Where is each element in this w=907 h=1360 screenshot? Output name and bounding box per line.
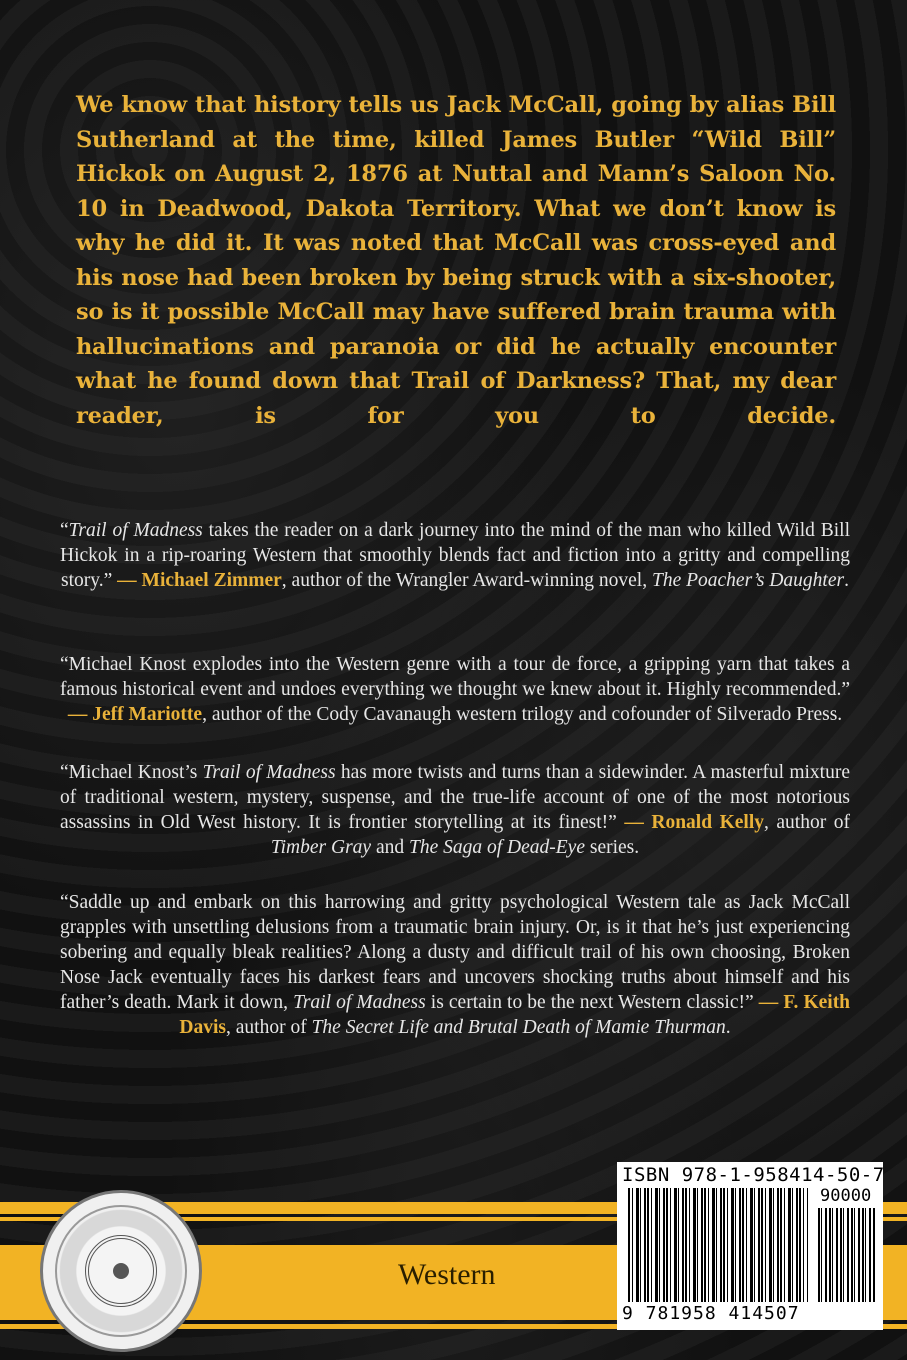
barcode-icon [628,1188,808,1302]
review-1-body: takes the reader on a dark journey into the mind of the man who killed Wild Bill Hickok in a rip-roaring Western that smoothly blends fact and fiction into a gritty and compelling story.” [60,520,851,591]
review-1-end: . [844,570,849,591]
review-3-and: and [371,837,409,858]
review-3-book-2: The Saga of Dead-Eye [408,837,585,858]
review-3-pre: “Michael Knost’s [60,762,203,783]
review-3-body: has more twists and turns than a sidewinder. A masterful mixture of traditional western, mystery, suspense, and the true-life account of one of the most notorious assassins in Old West history. It is frontier storytelling at its finest!” [60,762,851,833]
review-4 [60,890,850,1040]
review-4-credit: , author of [226,1017,312,1038]
review-3-credit: , author of [764,812,850,833]
genre-label: Western [398,1258,496,1291]
review-2-body: “Michael Knost explodes into the Western genre with a tour de force, a gripping yarn that takes a famous historical event and undoes everything we thought we knew about it. Highly recommended.” [60,654,850,700]
review-4-author: — F. Keith Davis [179,992,851,1038]
review-4-body-2: is certain to be the next Western classic!” [425,992,759,1013]
review-4-end: . [725,1017,731,1038]
review-3-author: — Ronald Kelly [624,812,764,833]
publisher-seal-icon [40,1190,202,1352]
review-4-body: “Saddle up and embark on this harrowing and gritty psychological Western tale as Jack McCall grapples with unsettling delusions from a traumatic brain injury. Or, is it that he’s just experiencing sobering and equally bleak realities? Along a dusty and difficult trail of his own choosing, Broken Nose Jack eventually faces his darkest fears and uncovers shocking truths about himself and his father’s death. Mark it down, [60,892,850,1013]
price-code: 90000 [820,1186,872,1206]
seal-center [113,1263,129,1279]
review-3-title: Trail of Madness [202,762,336,783]
review-3-end: series. [584,837,640,858]
review-2-author: — Jeff Mariotte [67,704,203,725]
barcode-number: 9 781958 414507 [622,1303,800,1324]
review-1-author: — Michael Zimmer [117,570,282,591]
price-barcode-icon [818,1208,876,1302]
review-1-title: Trail of Madness [68,520,203,541]
review-1-credit: , author of the Wrangler Award-winning novel, [281,570,652,591]
review-4-book: The Secret Life and Brutal Death of Mamie Thurman [311,1017,726,1038]
back-cover-blurb: We know that history tells us Jack McCall, going by alias Bill Sutherland at the time, killed James Butler “Wild Bill” Hickok on August 2, 1876 at Nuttal and Mann’s Saloon No. 10 in Deadwood, Dakota Territory. What we don’t know is why he did it. It was noted that McCall was cross-eyed and his nose had been broken by being struck with a six-shooter, so is it possible McCall may have suffered brain trauma with hallucinations and paranoia or did he actually encounter what he found down that Trail of Darkness? That, my dear reader, is for you to decide. [76,92,836,429]
review-2-credit: , author of the Cody Cavanaugh western trilogy and cofounder of Silverado Press. [202,704,843,725]
review-3 [60,760,850,860]
isbn-label: ISBN 978-1-958414-50-7 [622,1164,885,1186]
review-1 [60,518,850,593]
review-2 [60,652,850,727]
review-1-book: The Poacher’s Daughter [651,570,845,591]
review-3-book-1: Timber Gray [270,837,372,858]
review-1-open-quote: “ [60,520,69,541]
review-4-title: Trail of Madness [293,992,426,1013]
